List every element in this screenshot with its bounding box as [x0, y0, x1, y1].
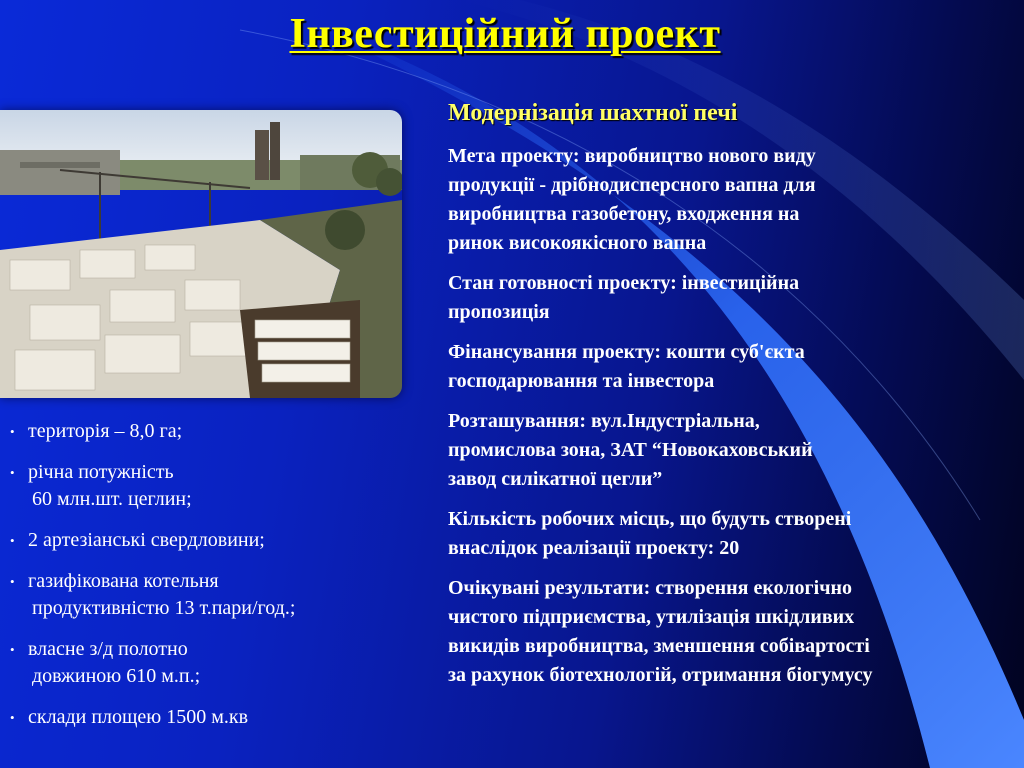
list-item: • річна потужність 60 млн.шт. цеглин; [10, 461, 192, 510]
bullet-icon: • [10, 574, 15, 589]
bullet-icon: • [10, 424, 15, 439]
slide-title: Інвестиційний проект [289, 11, 721, 57]
financing-paragraph: Фінансування проекту: кошти суб'єкта господарювання та інвестора [448, 341, 805, 392]
expected-results-paragraph: Очікувані результати: створення екологічно чистого підприємства, утилізація шкідливих викидів виробництва, зменшення собівартості за рахунок біотехнологій, отримання біогумусу [448, 577, 873, 686]
list-item: • 2 артезіанські свердловини; [6, 527, 401, 554]
jobs-paragraph: Кількість робочих місць, що будуть створені внаслідок реалізації проекту: 20 [448, 508, 852, 559]
list-item: • територія – 8,0 га; [6, 418, 401, 445]
bullet-icon: • [10, 642, 15, 657]
bullet-icon: • [10, 533, 15, 548]
location-paragraph: Розташування: вул.Індустріальна, промислова зона, ЗАТ “Новокаховський завод силікатної цегли” [448, 410, 813, 490]
bullet-icon: • [10, 710, 15, 725]
facility-features-list [6, 418, 401, 745]
list-item: • власне з/д полотно довжиною 610 м.п.; [10, 638, 201, 687]
project-details [448, 98, 1008, 701]
list-item: • газифікована котельня продуктивністю 13 т.пари/год.; [10, 570, 296, 619]
bullet-icon: • [10, 465, 15, 480]
project-goal-paragraph: Мета проекту: виробництво нового виду продукції - дрібнодисперсного вапна для виробництва газобетону, входження на ринок високоякісного вапна [448, 145, 816, 254]
project-subtitle: Модернізація шахтної печі [448, 100, 738, 126]
readiness-paragraph: Стан готовності проекту: інвестиційна пропозиція [448, 272, 800, 323]
list-item: • склади площею 1500 м.кв [6, 704, 401, 731]
industrial-yard-photo [0, 110, 402, 398]
